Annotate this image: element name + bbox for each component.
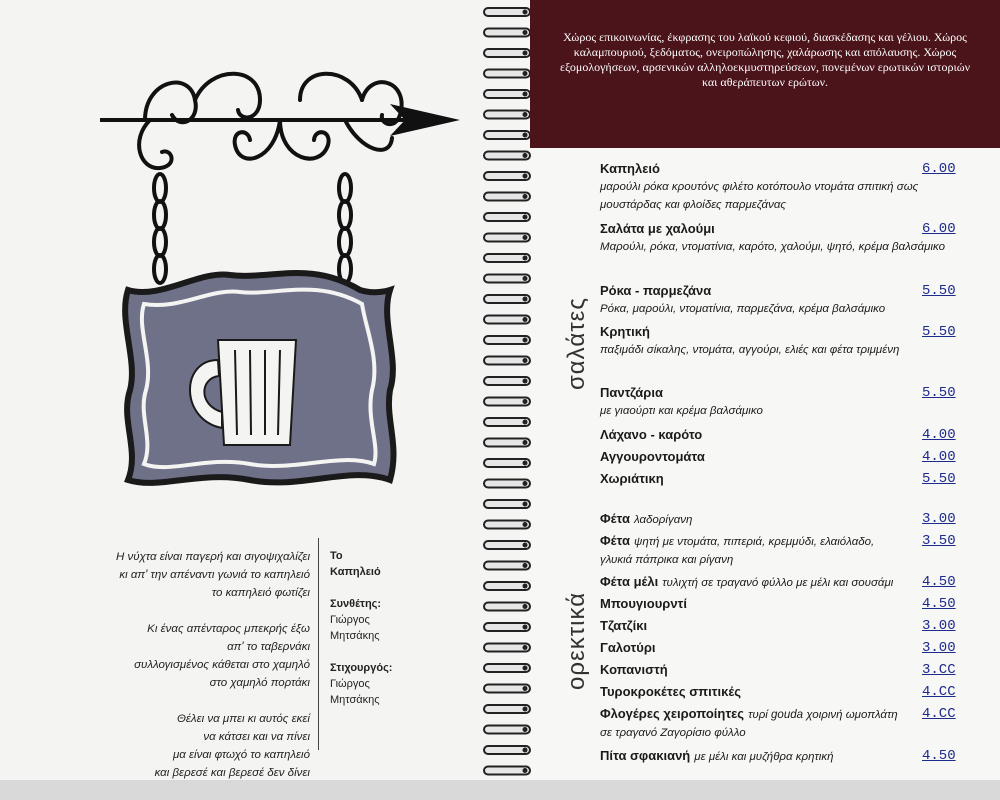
binding-hole [523,256,528,261]
item-description: Ρόκα, μαρούλι, ντοματίνια, παρμεζάνα, κρέμα βαλσάμικο [600,303,886,315]
section-label-salads: σαλάτες [563,297,590,390]
item-name: Ρόκα - παρμεζάνα [600,283,712,298]
divider [318,538,319,750]
binding-hole [523,51,528,56]
item-description: παξιμάδι σίκαλης, ντομάτα, αγγούρι, ελιές και φέτα τριμμένη [600,344,900,356]
item-price: 4.50 [922,748,956,764]
binding-hole [523,10,528,15]
binding-hole [523,420,528,425]
binding-hole [523,625,528,630]
binding-hole [523,317,528,322]
menu-item [600,282,980,318]
item-name: Κοπανιστή [600,662,668,677]
menu-item [600,639,980,657]
binding-hole [523,666,528,671]
binding-hole [523,748,528,753]
menu-item [600,448,980,466]
item-price: 6.00 [922,221,956,237]
binding-hole [523,645,528,650]
menu-item [600,510,980,529]
item-price: 5.50 [922,283,956,299]
item-description-cont: γλυκιά πάπρικα και ρίγανη [600,554,734,566]
item-price: 5.50 [922,385,956,401]
binding-hole [523,30,528,35]
binding-hole [523,522,528,527]
composer-name: Γιώργος Μητσάκης [330,614,380,642]
lyrics-verse: Η νύχτα είναι παγερή και σιγοψιχαλίζει κι απ' την απέναντι γωνιά το καπηλειό το καπηλειό φωτίζει [115,551,310,599]
banner-text: Χώρος επικοινωνίας, έκφρασης του λαϊκού κεφιού, διασκέδασης και γέλιου. Χώρος καλαμπουριού, ξεδόματος, ονειροπώλησης, χαλάρωσης και απόλαυσης. Χώρος εξομολογήσεων, αρσενικών αλληλοεκμυστηρεύσεων, πονεμένων ερωτικών ιστοριών και αθεράπευτων ερώτων. [559,30,971,89]
binding-hole [523,235,528,240]
menu-item [600,160,980,214]
song-credits [330,548,480,724]
binding-hole [523,153,528,158]
binding-hole [523,133,528,138]
item-price: 5.50 [922,324,956,340]
item-description: μαρούλι ρόκα κρουτόνς φιλέτο κοτόπουλο ντομάτα σπιτική σως μουστάρδας και φλοίδες παρμεζάνας [600,181,919,211]
binding-hole [523,379,528,384]
binding-hole [523,297,528,302]
item-name: Φέτα [600,533,630,548]
item-price: 3.CC [922,662,956,678]
binding-hole [523,461,528,466]
binding-hole [523,563,528,568]
menu-item [600,384,980,420]
item-price: 4.CC [922,684,956,700]
binding-hole [523,215,528,220]
binding-hole [523,768,528,773]
item-price: 3.00 [922,640,956,656]
binding-hole [523,112,528,117]
binding-hole [523,604,528,609]
spiral-binding [478,0,538,780]
item-name: Παντζάρια [600,385,663,400]
binding-hole [523,71,528,76]
binding-hole [523,276,528,281]
menu-item [600,747,980,766]
binding-hole [523,686,528,691]
item-name: Αγγουροντομάτα [600,449,705,464]
item-name: Τζατζίκι [600,618,648,633]
item-name: Τυροκροκέτες σπιτικές [600,684,741,699]
item-name: Φέτα μέλι [600,574,659,589]
binding-hole [523,727,528,732]
menu-item [600,220,980,256]
lyricist-label: Στιχουργός: [330,662,393,674]
binding-hole [523,481,528,486]
item-name: Φέτα [600,511,630,526]
binding-hole [523,584,528,589]
lyrics-verse: Θέλει να μπει κι αυτός εκεί να κάτσει και να πίνει μα είναι φτωχό το καπηλειό και βερεσέ και βερεσέ δεν δίνει [154,713,310,779]
item-name: Λάχανο - καρότο [600,427,703,442]
item-name: Πίτα σφακιανή [600,748,691,763]
lyrics-verse: Κι ένας απένταρος μπεκρής έξω απ' το ταβερνάκι συλλογισμένος κάθεται στο χαμηλό στο χαμηλό πορτάκι [134,623,310,689]
menu-item [600,573,980,592]
song-lyrics [60,548,310,800]
menu-item [600,705,980,742]
item-price: 5.50 [922,471,956,487]
item-name: Χωριάτικη [600,471,664,486]
item-price: 4.00 [922,449,956,465]
item-name: Μπουγιουρντί [600,596,687,611]
binding-hole [523,440,528,445]
menu-item [600,661,980,679]
menu-item [600,426,980,444]
binding-hole [523,194,528,199]
menu-item [600,683,980,701]
item-name: Κρητική [600,324,650,339]
section-label-appetizers: ορεκτικά [563,591,590,690]
item-price: 4.50 [922,574,956,590]
item-price: 4.00 [922,427,956,443]
item-description: με μέλι και μυζήθρα κρητική [694,751,834,763]
binding-hole [523,358,528,363]
menu-item [600,532,980,569]
item-description: τυλιχτή σε τραγανό φύλλο με μέλι και σουσάμι [662,577,894,589]
item-name: Φλογέρες χειροποίητες [600,706,745,721]
menu-item [600,470,980,488]
item-description: τυρί gouda χοιρινή ωμοπλάτη [748,709,898,721]
item-name: Σαλάτα με χαλούμι [600,221,715,236]
item-description: λαδορίγανη [633,514,693,526]
tavern-sign-icon [100,60,470,500]
item-price: 4.50 [922,596,956,612]
binding-hole [523,543,528,548]
item-name: Καπηλειό [600,161,660,176]
lyricist-name: Γιώργος Μητσάκης [330,678,380,706]
menu-item [600,323,980,359]
item-description: Μαρούλι, ρόκα, ντοματίνια, καρότο, χαλούμι, ψητό, κρέμα βαλσάμικο [600,241,946,253]
item-price: 3.00 [922,511,956,527]
song-title: Το Καπηλειό [330,550,381,578]
menu-item [600,595,980,613]
binding-hole [523,338,528,343]
binding-hole [523,399,528,404]
item-description: ψητή με ντομάτα, πιπεριά, κρεμμύδι, ελαιόλαδο, [633,536,875,548]
item-price: 6.00 [922,161,956,177]
item-description: με γιαούρτι και κρέμα βαλσάμικο [600,405,763,417]
binding-hole [523,174,528,179]
item-price: 3.00 [922,618,956,634]
item-price: 3.50 [922,533,956,549]
menu-item [600,617,980,635]
binding-hole [523,502,528,507]
item-price: 4.CC [922,706,956,722]
item-name: Γαλοτύρι [600,640,656,655]
item-description-cont: σε τραγανό Ζαγορίσιο φύλλο [600,727,746,739]
binding-hole [523,707,528,712]
binding-hole [523,92,528,97]
header-banner [530,0,1000,148]
composer-label: Συνθέτης: [330,598,382,610]
